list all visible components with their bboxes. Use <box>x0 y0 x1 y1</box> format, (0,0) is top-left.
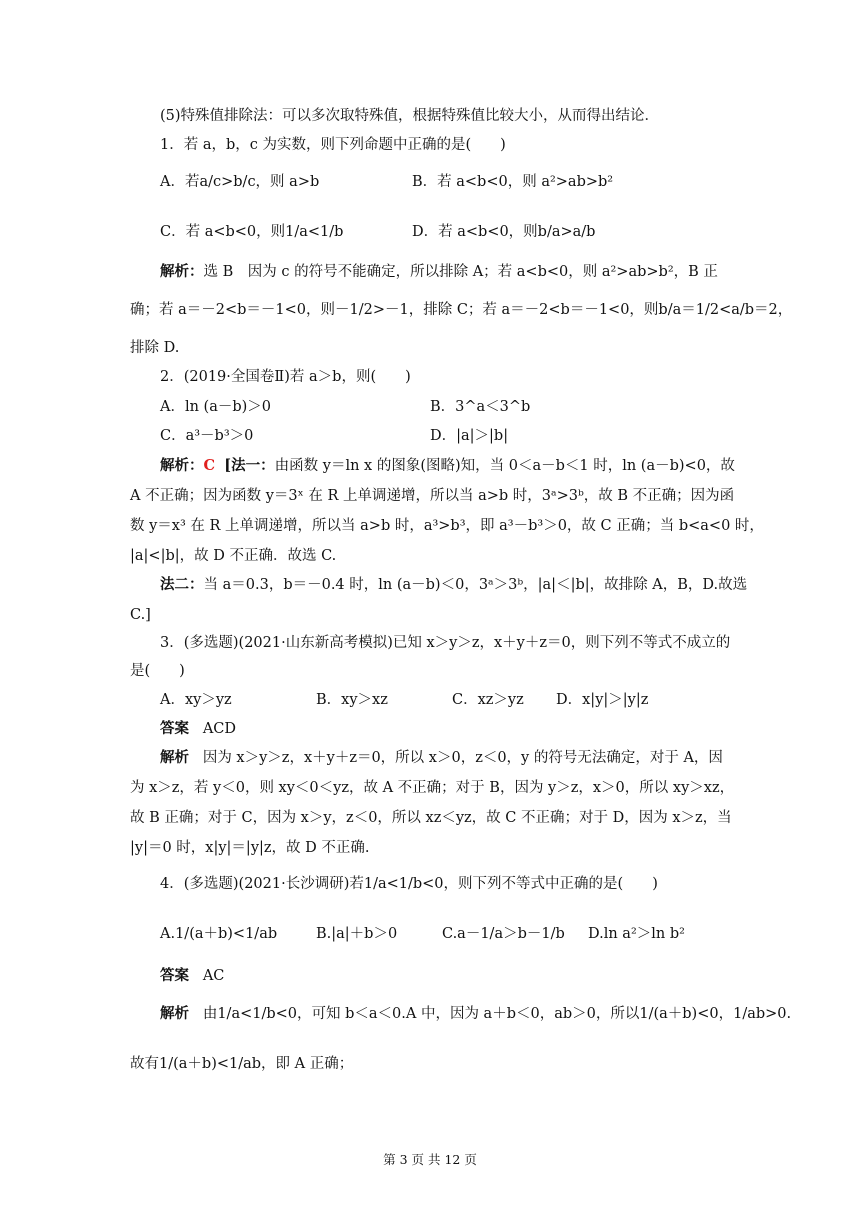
q1-analysis-label: 解析： <box>160 263 204 280</box>
q3-option-b: B．xy＞xz <box>316 692 388 708</box>
q3-answer: ACD <box>202 721 237 737</box>
q4-option-a: A.1/(a＋b)<1/ab <box>160 926 278 942</box>
q3-answer-label: 答案 <box>160 720 189 737</box>
q2-analysis-label: 解析： <box>160 457 204 474</box>
q4-analysis-label: 解析 <box>160 1005 189 1022</box>
q2-stem: 2．(2019·全国卷Ⅱ)若 a＞b，则( ) <box>160 369 411 385</box>
q2-answer: C <box>203 457 216 474</box>
q3-analysis-label: 解析 <box>160 749 189 766</box>
q3-stem-line-1: 3．(多选题)(2021·山东新高考模拟)已知 x＞y＞z，x＋y＋z＝0，则下列不等式不成立的 <box>160 635 731 651</box>
q2-option-b: B．3^a＜3^b <box>430 399 531 415</box>
q4-option-c: C.a－1/a＞b－1/b <box>442 926 565 942</box>
q4-answer-label: 答案 <box>160 967 189 984</box>
q3-analysis-line-3: 故 B 正确；对于 C，因为 x＞y，z＜0，所以 xz＜yz，故 C 不正确；对于 D，因为 x＞z，当 <box>130 810 732 826</box>
q1-option-b: B．若 a<b<0，则 a²>ab>b² <box>412 174 614 190</box>
intro-text: (5)特殊值排除法：可以多次取特殊值，根据特殊值比较大小，从而得出结论． <box>160 108 660 124</box>
q1-option-d: D．若 a<b<0，则b/a>a/b <box>412 224 596 240</box>
q3-stem-line-2: 是( ) <box>130 663 185 679</box>
q2-analysis-line-2: A 不正确；因为函数 y＝3ˣ 在 R 上单调递增，所以当 a>b 时，3ᵃ>3ᵇ，故 B 不正确；因为函 <box>130 488 735 504</box>
q1-analysis-line-2: 确；若 a＝－2<b＝－1<0，则－1/2>－1，排除 C；若 a＝－2<b＝－1<0，则b/a＝1/2<a/b＝2， <box>130 302 793 318</box>
q2-analysis-line-6: C.] <box>130 607 151 623</box>
q2-method1-label: [法一： <box>224 457 275 474</box>
q4-analysis-line-2: 故有1/(a＋b)<1/ab，即 A 正确； <box>130 1056 354 1072</box>
q4-stem: 4．(多选题)(2021·长沙调研)若1/a<1/b<0，则下列不等式中正确的是( ) <box>160 876 658 892</box>
q2-option-a: A．ln (a－b)＞0 <box>160 399 272 415</box>
q3-option-a: A．xy＞yz <box>160 692 232 708</box>
q1-stem: 1．若 a，b，c 为实数，则下列命题中正确的是( ) <box>160 137 506 153</box>
q1-analysis-line-3: 排除 D. <box>130 340 180 356</box>
q2-method2-label: 法二： <box>160 576 204 593</box>
q2-analysis-line-3: 数 y＝x³ 在 R 上单调递增，所以当 a>b 时，a³>b³，即 a³－b³＞0，故 C 正确；当 b<a<0 时， <box>130 518 764 534</box>
page-footer: 第 3 页 共 12 页 <box>383 1152 477 1167</box>
q2-analysis-line-1: 由函数 y＝ln x 的图象(图略)知，当 0＜a－b＜1 时，ln (a－b)<0，故 <box>274 458 735 474</box>
q4-analysis-line-1: 由1/a<1/b<0，可知 b＜a＜0.A 中，因为 a＋b＜0，ab＞0，所以1/(a＋b)<0，1/ab>0. <box>202 1006 792 1022</box>
q1-option-c: C．若 a<b<0，则1/a<1/b <box>160 224 344 240</box>
q2-option-d: D．|a|＞|b| <box>430 428 509 444</box>
q1-analysis-line-1: 选 B 因为 c 的符号不能确定，所以排除 A；若 a<b<0，则 a²>ab>b²，B 正 <box>203 264 718 280</box>
q3-option-d: D．x|y|＞|y|z <box>556 692 649 708</box>
q4-option-d: D.ln a²＞ln b² <box>588 926 685 942</box>
q3-analysis-line-4: |y|＝0 时，x|y|＝|y|z，故 D 不正确. <box>130 840 370 856</box>
q2-analysis-line-4: |a|<|b|，故 D 不正确．故选 C. <box>130 548 337 564</box>
q3-option-c: C．xz＞yz <box>452 692 524 708</box>
q3-analysis-line-1: 因为 x＞y＞z，x＋y＋z＝0，所以 x＞0，z＜0，y 的符号无法确定，对于 A，因 <box>202 750 723 766</box>
q2-option-c: C．a³－b³＞0 <box>160 428 254 444</box>
q2-analysis-line-5: 当 a＝0.3，b＝－0.4 时，ln (a－b)＜0，3ᵃ＞3ᵇ，|a|＜|b|，故排除 A，B，D.故选 <box>203 577 748 593</box>
q3-analysis-line-2: 为 x＞z，若 y＜0，则 xy＜0＜yz，故 A 不正确；对于 B，因为 y＞z，x＞0，所以 xy＞xz， <box>130 780 735 796</box>
q1-option-a: A．若a/c>b/c，则 a>b <box>160 174 320 190</box>
q4-option-b: B.|a|＋b＞0 <box>316 926 398 942</box>
q4-answer: AC <box>202 968 225 984</box>
